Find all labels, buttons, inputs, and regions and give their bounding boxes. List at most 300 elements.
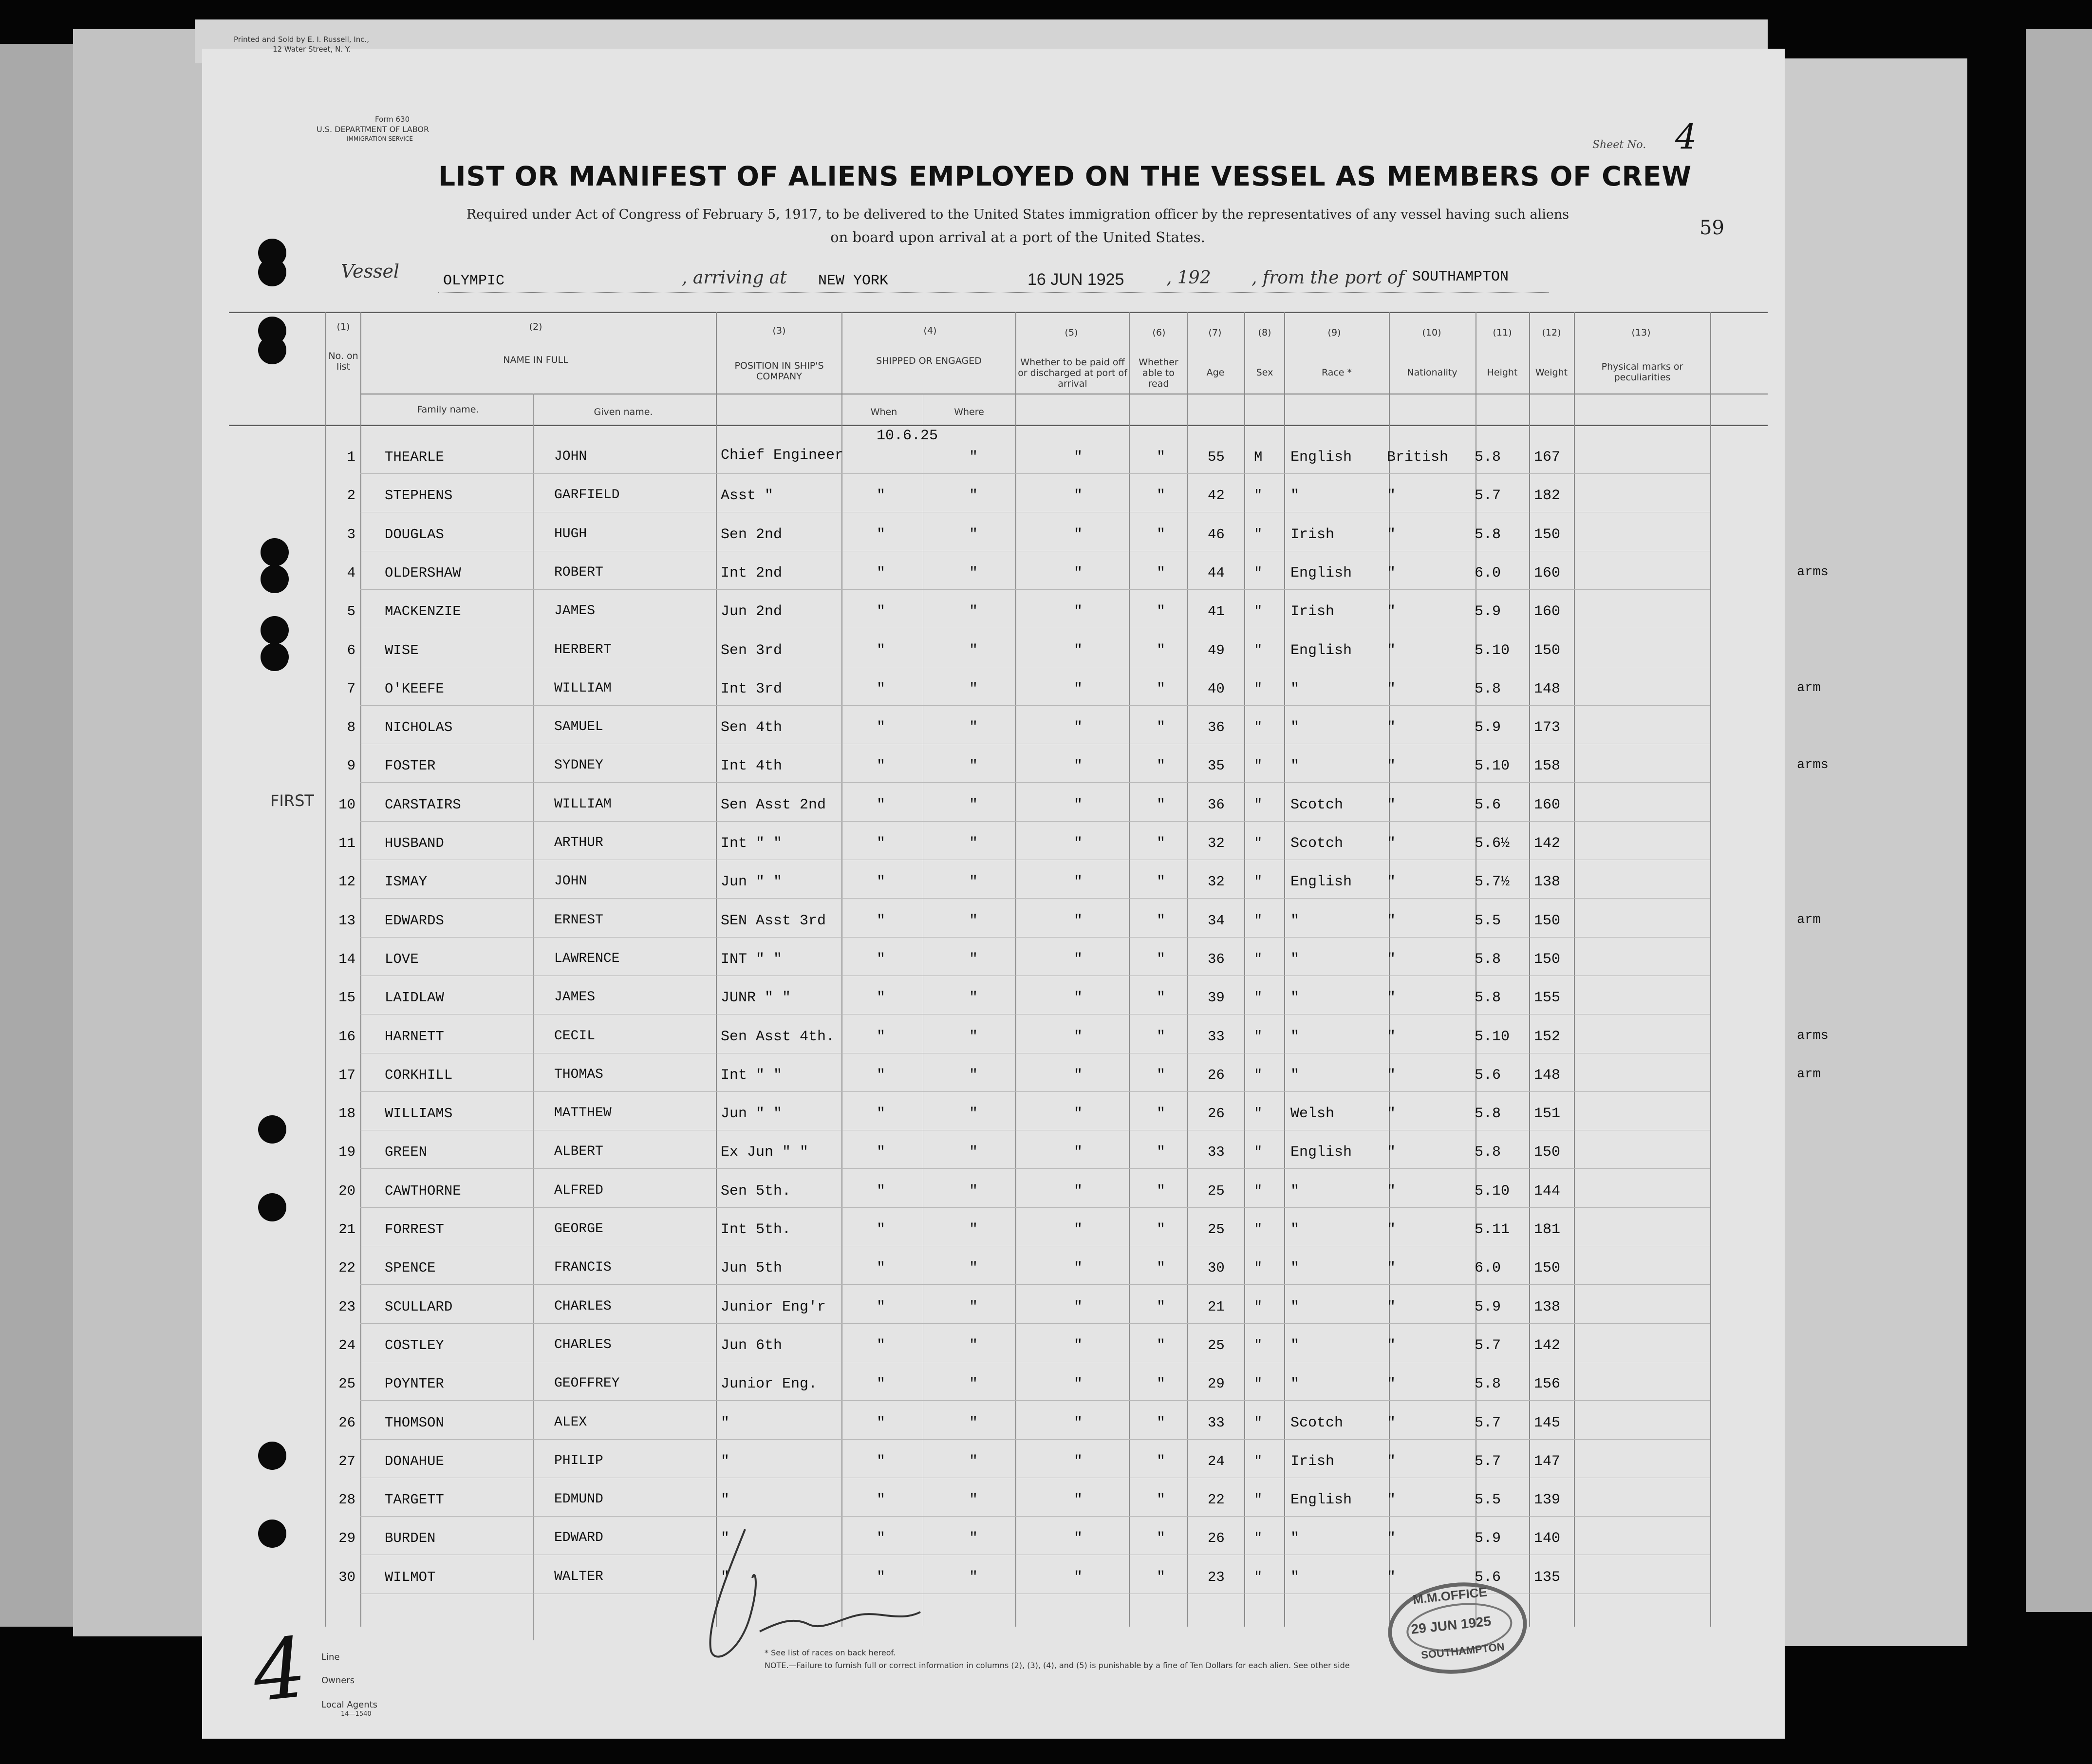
cell-family-name: SPENCE [385,1260,436,1276]
cell-age: 32 [1208,874,1225,890]
cell-list-number: 13 [338,913,355,929]
cell-position: Ex Jun " " [721,1144,809,1161]
cell-nationality: " [1387,1453,1396,1470]
cell-weight: 150 [1534,1260,1561,1276]
col-family-name: Family name. [417,404,479,415]
cell-family-name: WILMOT [385,1569,436,1585]
cell-sex: " [1254,797,1263,813]
cell-position: INT " " [721,951,783,968]
cell-age: 49 [1208,642,1225,658]
col-physical-marks: Physical marks or peculiarities [1601,361,1683,383]
cell-sex: " [1254,1260,1263,1276]
year-label: , 192 [1166,268,1211,288]
cell-shipped-when: " [877,1260,886,1276]
cell-given-name: PHILIP [554,1453,603,1468]
cell-able-to-read: " [1157,1144,1166,1161]
cell-physical-marks: arms [1797,758,1829,772]
cell-family-name: NICHOLAS [385,719,453,735]
cell-physical-marks: arms [1797,565,1829,580]
cell-able-to-read: " [1157,913,1166,929]
cell-age: 34 [1208,913,1225,929]
cell-family-name: LOVE [385,951,419,967]
form-service: IMMIGRATION SERVICE [347,135,413,142]
cell-paid-off: " [1074,1415,1083,1431]
cell-paid-off: " [1074,1337,1083,1354]
cell-position: " [721,1492,730,1508]
cell-family-name: THEARLE [385,449,444,465]
cell-given-name: CECIL [554,1029,596,1044]
col-num-6: (6) [1152,327,1166,338]
crew-row [0,979,2092,1018]
col-name-in-full: NAME IN FULL [503,355,568,365]
cell-height: 5.8 [1475,1106,1501,1122]
cell-age: 25 [1208,1221,1225,1238]
cell-shipped-when: " [877,990,886,1006]
cell-height: 5.10 [1475,642,1510,659]
cell-shipped-when: " [877,603,886,620]
cell-age: 32 [1208,835,1225,851]
cell-given-name: GEOFFREY [554,1376,620,1391]
cell-weight: 138 [1534,1299,1561,1315]
cell-family-name: CORKHILL [385,1067,453,1083]
cell-shipped-when: 10.6.25 [877,428,938,444]
col-num-10: (10) [1422,327,1441,338]
cell-nationality: " [1387,1530,1396,1547]
cell-physical-marks: arm [1797,913,1821,927]
cell-paid-off: " [1074,835,1083,852]
cell-weight: 181 [1534,1221,1561,1238]
cell-race: " [1290,1530,1300,1547]
footer-penalty-note: NOTE.—Failure to furnish full or correct information in columns (2), (3), (4), and (5) is punishable by a fine of Ten Dollars for each alien. See other side [765,1661,1350,1670]
cell-list-number: 9 [347,758,355,774]
cell-family-name: FOSTER [385,758,436,774]
cell-race: " [1290,1569,1300,1586]
col-num-1: (1) [336,321,350,332]
cell-list-number: 21 [338,1221,355,1238]
crew-row [0,825,2092,863]
cell-family-name: LAIDLAW [385,990,444,1006]
cell-able-to-read: " [1157,990,1166,1006]
cell-age: 35 [1208,758,1225,774]
cell-nationality: British [1387,449,1449,466]
cell-weight: 135 [1534,1569,1561,1586]
cell-paid-off: " [1074,951,1083,968]
cell-paid-off: " [1074,719,1083,736]
cell-age: 25 [1208,1183,1225,1199]
cell-list-number: 3 [347,526,355,543]
cell-shipped-when: " [877,488,886,504]
cell-position: Junior Eng'r [721,1299,826,1315]
cell-position: Int " " [721,1067,783,1084]
cell-shipped-when: " [877,797,886,813]
cell-height: 5.7 [1475,1415,1501,1431]
cell-able-to-read: " [1157,758,1166,774]
cell-paid-off: " [1074,1260,1083,1276]
cell-paid-off: " [1074,1492,1083,1508]
cell-able-to-read: " [1157,1530,1166,1547]
cell-shipped-where: " [969,1067,978,1084]
cell-family-name: TARGETT [385,1492,444,1508]
cell-age: 23 [1208,1569,1225,1585]
cell-given-name: LAWRENCE [554,951,620,966]
cell-weight: 148 [1534,681,1561,697]
cell-position: " [721,1453,730,1470]
cell-shipped-where: " [969,681,978,697]
cell-sex: " [1254,642,1263,658]
cell-height: 5.8 [1475,526,1501,543]
cell-paid-off: " [1074,1029,1083,1045]
punch-hole [258,258,286,286]
cell-given-name: CHARLES [554,1299,612,1314]
cell-nationality: " [1387,719,1396,736]
cell-age: 33 [1208,1144,1225,1160]
cell-paid-off: " [1074,1530,1083,1547]
cell-shipped-where: " [969,488,978,504]
crew-row [0,428,2092,477]
cell-given-name: CHARLES [554,1337,612,1352]
crew-row [0,1558,2092,1597]
cell-height: 5.10 [1475,1029,1510,1045]
cell-nationality: " [1387,1569,1396,1586]
cell-given-name: ROBERT [554,565,603,580]
cell-age: 33 [1208,1415,1225,1431]
cell-shipped-where: " [969,449,978,466]
cell-shipped-where: " [969,835,978,852]
cell-age: 36 [1208,951,1225,967]
cell-list-number: 11 [338,835,355,851]
col-num-13: (13) [1631,327,1651,338]
crew-row [0,1056,2092,1095]
crew-row [0,1365,2092,1404]
cell-shipped-when: " [877,758,886,774]
cell-shipped-where: " [969,874,978,890]
cell-race: " [1290,681,1300,697]
handwritten-page-mark: 4 [248,1619,311,1721]
cell-shipped-where: " [969,758,978,774]
page-title: LIST OR MANIFEST OF ALIENS EMPLOYED ON THE VESSEL AS MEMBERS OF CREW [438,161,1692,192]
col-sex: Sex [1256,367,1273,378]
cell-age: 26 [1208,1067,1225,1083]
cell-nationality: " [1387,990,1396,1006]
cell-able-to-read: " [1157,526,1166,543]
cell-nationality: " [1387,681,1396,697]
cell-shipped-where: " [969,1492,978,1508]
cell-race: English [1290,1144,1352,1161]
cell-shipped-when: " [877,526,886,543]
cell-height: 5.7½ [1475,874,1510,890]
cell-shipped-where: " [969,642,978,659]
cell-sex: " [1254,681,1263,697]
cell-list-number: 15 [338,990,355,1006]
cell-given-name: ARTHUR [554,835,603,850]
cell-age: 29 [1208,1376,1225,1392]
cell-age: 39 [1208,990,1225,1006]
cell-given-name: FRANCIS [554,1260,612,1275]
cell-weight: 151 [1534,1106,1561,1122]
cell-physical-marks: arm [1797,1067,1821,1082]
cell-list-number: 19 [338,1144,355,1160]
cell-list-number: 18 [338,1106,355,1122]
cell-given-name: JOHN [554,449,587,464]
cell-list-number: 10 [338,797,355,813]
arriving-label: , arriving at [682,268,787,288]
cell-sex: " [1254,1067,1263,1083]
cell-given-name: GARFIELD [554,488,620,503]
cell-sex: " [1254,719,1263,735]
cell-shipped-where: " [969,1453,978,1470]
cell-given-name: ALEX [554,1415,587,1430]
cell-able-to-read: " [1157,797,1166,813]
cell-race: Scotch [1290,835,1344,852]
cell-nationality: " [1387,1376,1396,1392]
cell-height: 5.6 [1475,1067,1501,1084]
cell-able-to-read: " [1157,1221,1166,1238]
cell-list-number: 30 [338,1569,355,1585]
cell-family-name: POYNTER [385,1376,444,1392]
cell-paid-off: " [1074,990,1083,1006]
header-bottom-rule [229,425,1768,426]
cell-sex: " [1254,1492,1263,1508]
cell-sex: " [1254,1221,1263,1238]
cell-height: 5.7 [1475,488,1501,504]
cell-race: " [1290,1183,1300,1200]
cell-nationality: " [1387,1260,1396,1276]
cell-race: English [1290,642,1352,659]
cell-nationality: " [1387,874,1396,890]
cell-nationality: " [1387,642,1396,659]
cell-weight: 173 [1534,719,1561,736]
cell-weight: 140 [1534,1530,1561,1547]
cell-nationality: " [1387,1415,1396,1431]
crew-row [0,1249,2092,1288]
cell-paid-off: " [1074,526,1083,543]
cell-family-name: BURDEN [385,1530,436,1546]
cell-given-name: MATTHEW [554,1106,612,1121]
cell-position: " [721,1530,730,1547]
cell-able-to-read: " [1157,1453,1166,1470]
cell-list-number: 2 [347,488,355,504]
cell-paid-off: " [1074,603,1083,620]
cell-age: 36 [1208,797,1225,813]
cell-able-to-read: " [1157,565,1166,582]
cell-race: " [1290,1067,1300,1084]
cell-weight: 155 [1534,990,1561,1006]
cell-weight: 156 [1534,1376,1561,1392]
cell-given-name: WILLIAM [554,681,612,696]
cell-height: 6.0 [1475,1260,1501,1276]
footer-owners-label: Owners [321,1675,355,1686]
cell-shipped-where: " [969,1569,978,1586]
cell-paid-off: " [1074,874,1083,890]
crew-row [0,632,2092,671]
cell-nationality: " [1387,797,1396,813]
cell-shipped-where: " [969,1530,978,1547]
cell-shipped-when: " [877,1492,886,1508]
cell-paid-off: " [1074,1569,1083,1586]
cell-age: 42 [1208,488,1225,504]
crew-row [0,1095,2092,1134]
col-shipped: SHIPPED OR ENGAGED [876,356,982,366]
cell-height: 5.11 [1475,1221,1510,1238]
page-subtitle [351,204,1685,248]
cell-weight: 145 [1534,1415,1561,1431]
cell-race: " [1290,1260,1300,1276]
cell-nationality: " [1387,1221,1396,1238]
cell-given-name: EDMUND [554,1492,603,1507]
col-num-12: (12) [1542,327,1561,338]
cell-able-to-read: " [1157,1029,1166,1045]
cell-position: Sen Asst 4th. [721,1029,835,1045]
cell-shipped-where: " [969,1415,978,1431]
cell-nationality: " [1387,1106,1396,1122]
cell-race: " [1290,758,1300,774]
cell-given-name: ALFRED [554,1183,603,1198]
footer-line-label: Line [321,1652,340,1662]
crew-row [0,1481,2092,1520]
cell-able-to-read: " [1157,1183,1166,1200]
vessel-name: OLYMPIC [443,273,505,289]
vessel-label: Vessel [341,261,400,282]
cell-weight: 150 [1534,951,1561,968]
cell-given-name: ALBERT [554,1144,603,1159]
crew-row [0,1288,2092,1327]
cell-shipped-when: " [877,835,886,852]
cell-position: SEN Asst 3rd [721,913,826,929]
cell-race: " [1290,951,1300,968]
cell-sex: " [1254,603,1263,619]
crew-row [0,1443,2092,1482]
cell-height: 5.5 [1475,913,1501,929]
cell-weight: 150 [1534,526,1561,543]
cell-shipped-when: " [877,1530,886,1547]
cell-height: 5.10 [1475,1183,1510,1200]
col-paid-off: Whether to be paid off or discharged at port of arrival [1018,357,1127,389]
cell-weight: 158 [1534,758,1561,774]
publisher-line: Printed and Sold by E. I. Russell, Inc., [234,35,370,44]
cell-weight: 147 [1534,1453,1561,1470]
cell-list-number: 20 [338,1183,355,1199]
cell-family-name: EDWARDS [385,913,444,929]
cell-height: 5.9 [1475,1299,1501,1315]
cell-family-name: THOMSON [385,1415,444,1431]
cell-shipped-when: " [877,1067,886,1084]
cell-race: English [1290,874,1352,890]
cell-sex: " [1254,1106,1263,1122]
cell-family-name: MACKENZIE [385,603,461,619]
cell-able-to-read: " [1157,1569,1166,1586]
cell-paid-off: " [1074,1144,1083,1161]
cell-nationality: " [1387,1144,1396,1161]
col-num-5: (5) [1065,327,1078,338]
cell-weight: 150 [1534,1144,1561,1161]
cell-family-name: DOUGLAS [385,526,444,543]
cell-able-to-read: " [1157,1106,1166,1122]
cell-position: Jun 6th [721,1337,783,1354]
cell-family-name: DONAHUE [385,1453,444,1469]
col-no-on-list: No. on list [328,351,358,372]
cell-shipped-where: " [969,913,978,929]
cell-race: Irish [1290,1453,1335,1470]
cell-nationality: " [1387,835,1396,852]
cell-position: Jun 5th [721,1260,783,1276]
cell-shipped-when: " [877,1221,886,1238]
crew-row [0,902,2092,941]
cell-paid-off: " [1074,565,1083,582]
cell-shipped-when: " [877,913,886,929]
crew-row [0,1018,2092,1057]
cell-age: 46 [1208,526,1225,543]
cell-paid-off: " [1074,449,1083,466]
cell-shipped-where: " [969,1221,978,1238]
crew-row [0,940,2092,979]
cell-able-to-read: " [1157,1415,1166,1431]
cell-nationality: " [1387,1492,1396,1508]
cell-height: 5.8 [1475,1376,1501,1392]
cell-weight: 160 [1534,603,1561,620]
cell-given-name: HERBERT [554,642,612,657]
cell-position: Sen 3rd [721,642,783,659]
cell-shipped-where: " [969,990,978,1006]
cell-nationality: " [1387,488,1396,504]
cell-list-number: 17 [338,1067,355,1083]
cell-sex: " [1254,526,1263,543]
cell-able-to-read: " [1157,603,1166,620]
cell-able-to-read: " [1157,1260,1166,1276]
cell-paid-off: " [1074,1183,1083,1200]
cell-able-to-read: " [1157,951,1166,968]
sheet-number: 4 [1675,117,1697,157]
cell-list-number: 1 [347,449,355,465]
cell-able-to-read: " [1157,835,1166,852]
crew-row [0,1211,2092,1250]
cell-shipped-when: " [877,1376,886,1392]
cell-sex: " [1254,1569,1263,1585]
crew-row [0,1172,2092,1211]
cell-able-to-read: " [1157,642,1166,659]
cell-list-number: 22 [338,1260,355,1276]
col-num-3: (3) [772,325,786,336]
cell-race: Scotch [1290,1415,1344,1431]
table-top-rule [229,312,1768,313]
col-able-read: Whether able to read [1139,357,1178,389]
cell-weight: 138 [1534,874,1561,890]
cell-race: " [1290,488,1300,504]
cell-paid-off: " [1074,758,1083,774]
cell-position: Int 2nd [721,565,783,582]
cell-list-number: 7 [347,681,355,697]
cell-able-to-read: " [1157,1299,1166,1315]
cell-sex: " [1254,1530,1263,1546]
cell-race: " [1290,1299,1300,1315]
cell-list-number: 23 [338,1299,355,1315]
departure-port: SOUTHAMPTON [1412,269,1509,285]
cell-height: 5.6½ [1475,835,1510,852]
cell-height: 5.9 [1475,1530,1501,1547]
cell-sex: " [1254,1376,1263,1392]
cell-shipped-when: " [877,565,886,582]
cell-race: English [1290,449,1352,466]
col-age: Age [1206,367,1225,378]
crew-row [0,1327,2092,1366]
cell-position: " [721,1569,730,1586]
cell-physical-marks: arm [1797,681,1821,695]
cell-sex: " [1254,874,1263,890]
cell-list-number: 4 [347,565,355,581]
footer-agents-label: Local Agents [321,1700,378,1710]
cell-nationality: " [1387,1337,1396,1354]
cell-shipped-where: " [969,1260,978,1276]
cell-family-name: HUSBAND [385,835,444,851]
